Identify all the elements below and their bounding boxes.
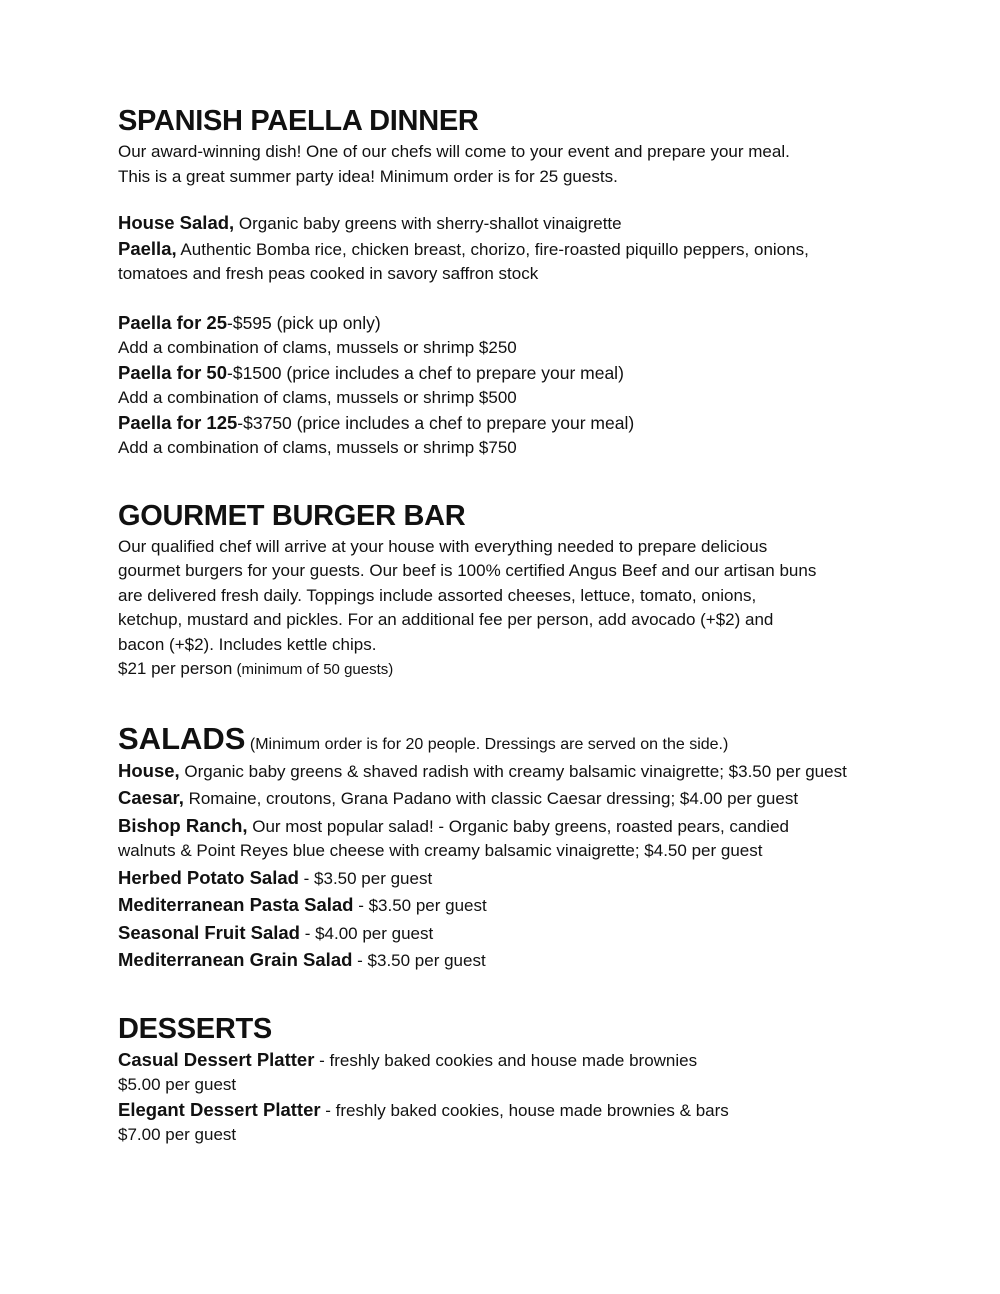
salad-bishop-ranch xyxy=(118,814,918,840)
salads-heading xyxy=(118,719,918,759)
paella-option xyxy=(118,311,918,337)
dessert-desc: - freshly baked cookies, house made brownies & bars xyxy=(320,1100,729,1120)
section-title-burger: GOURMET BURGER BAR xyxy=(118,499,466,532)
option-note: (pick up only) xyxy=(271,312,381,333)
salad-desc-line2: walnuts & Point Reyes blue cheese with creamy balsamic vinaigrette; $4.50 per guest xyxy=(118,841,763,860)
salad-name: Seasonal Fruit Salad xyxy=(118,921,300,943)
paella-line xyxy=(118,237,918,263)
house-salad-desc: Organic baby greens with sherry-shallot vinaigrette xyxy=(234,214,622,233)
dessert-item xyxy=(118,1098,918,1124)
salad-price: - $4.00 per guest xyxy=(299,923,434,943)
section-title-salads: SALADS xyxy=(118,720,246,756)
paella-desc-line1: Authentic Bomba rice, chicken breast, chorizo, fire-roasted piquillo peppers, onions, xyxy=(176,239,809,259)
salad-other xyxy=(118,948,918,974)
paella-section xyxy=(118,102,918,461)
option-name: Paella for 25 xyxy=(118,311,228,333)
menu-page xyxy=(118,102,918,1148)
section-title-paella: SPANISH PAELLA DINNER xyxy=(118,105,479,137)
burger-line: Our qualified chef will arrive at your house with everything needed to prepare delicious xyxy=(118,536,768,556)
burger-price-line xyxy=(118,657,918,683)
burger-line: bacon (+$2). Includes kettle chips. xyxy=(118,634,377,654)
paella-intro-line2: This is a great summer party idea! Minimum order is for 25 guests. xyxy=(118,166,618,186)
desserts-section xyxy=(118,1010,918,1148)
salad-price: - $3.50 per guest xyxy=(298,868,433,888)
dessert-name: Elegant Dessert Platter xyxy=(118,1098,321,1120)
dessert-name: Casual Dessert Platter xyxy=(118,1048,315,1070)
house-salad-name: House Salad, xyxy=(118,212,235,233)
salad-name: Caesar, xyxy=(118,787,184,808)
paella-name: Paella, xyxy=(118,237,177,259)
burger-price: $21 per person xyxy=(118,659,233,678)
dessert-desc: - freshly baked cookies and house made brownies xyxy=(314,1050,698,1070)
salad-price: - $3.50 per guest xyxy=(353,896,487,915)
salad-other xyxy=(118,921,918,947)
salad-desc: Organic baby greens & shaved radish with creamy balsamic vinaigrette; $3.50 per guest xyxy=(179,761,847,781)
option-note: (price includes a chef to prepare your meal) xyxy=(281,362,624,383)
option-name: Paella for 50 xyxy=(118,361,228,383)
option-addon: Add a combination of clams, mussels or shrimp $500 xyxy=(118,388,517,407)
paella-desc-line2: tomatoes and fresh peas cooked in savory saffron stock xyxy=(118,264,539,283)
burger-line: are delivered fresh daily. Toppings include assorted cheeses, lettuce, tomato, onions, xyxy=(118,585,757,605)
salad-other xyxy=(118,893,918,919)
option-addon: Add a combination of clams, mussels or shrimp $750 xyxy=(118,438,517,457)
option-name: Paella for 125 xyxy=(118,411,238,433)
section-title-desserts: DESSERTS xyxy=(118,1012,272,1045)
option-addon: Add a combination of clams, mussels or shrimp $250 xyxy=(118,338,517,357)
paella-option xyxy=(118,411,918,437)
option-price: -$595 xyxy=(227,312,272,333)
burger-line: ketchup, mustard and pickles. For an additional fee per person, add avocado (+$2) and xyxy=(118,610,774,629)
salad-name: Mediterranean Pasta Salad xyxy=(118,894,354,915)
salad-caesar xyxy=(118,786,918,812)
salads-section xyxy=(118,719,918,974)
house-salad-line xyxy=(118,211,918,237)
option-note: (price includes a chef to prepare your meal) xyxy=(291,412,635,433)
salads-note: (Minimum order is for 20 people. Dressings are served on the side.) xyxy=(245,735,729,753)
dessert-price: $7.00 per guest xyxy=(118,1125,237,1144)
salad-name: House, xyxy=(118,759,180,781)
salad-desc: Romaine, croutons, Grana Padano with classic Caesar dressing; $4.00 per guest xyxy=(183,789,799,808)
option-price: -$3750 xyxy=(237,412,292,433)
paella-option xyxy=(118,361,918,387)
paella-intro-line1: Our award-winning dish! One of our chefs will come to your event and prepare your meal. xyxy=(118,142,790,161)
salad-name: Herbed Potato Salad xyxy=(118,866,299,888)
burger-line: gourmet burgers for your guests. Our beef is 100% certified Angus Beef and our artisan buns xyxy=(118,561,817,580)
dessert-price: $5.00 per guest xyxy=(118,1075,237,1094)
burger-section xyxy=(118,497,918,683)
salad-other xyxy=(118,866,918,892)
salad-desc: Our most popular salad! - Organic baby greens, roasted pears, candied xyxy=(247,816,789,836)
burger-price-note: (minimum of 50 guests) xyxy=(232,661,394,678)
salad-price: - $3.50 per guest xyxy=(352,951,486,970)
salad-house xyxy=(118,759,918,785)
salad-name: Mediterranean Grain Salad xyxy=(118,949,353,970)
option-price: -$1500 xyxy=(227,362,282,383)
salad-name: Bishop Ranch, xyxy=(118,814,248,836)
dessert-item xyxy=(118,1048,918,1074)
